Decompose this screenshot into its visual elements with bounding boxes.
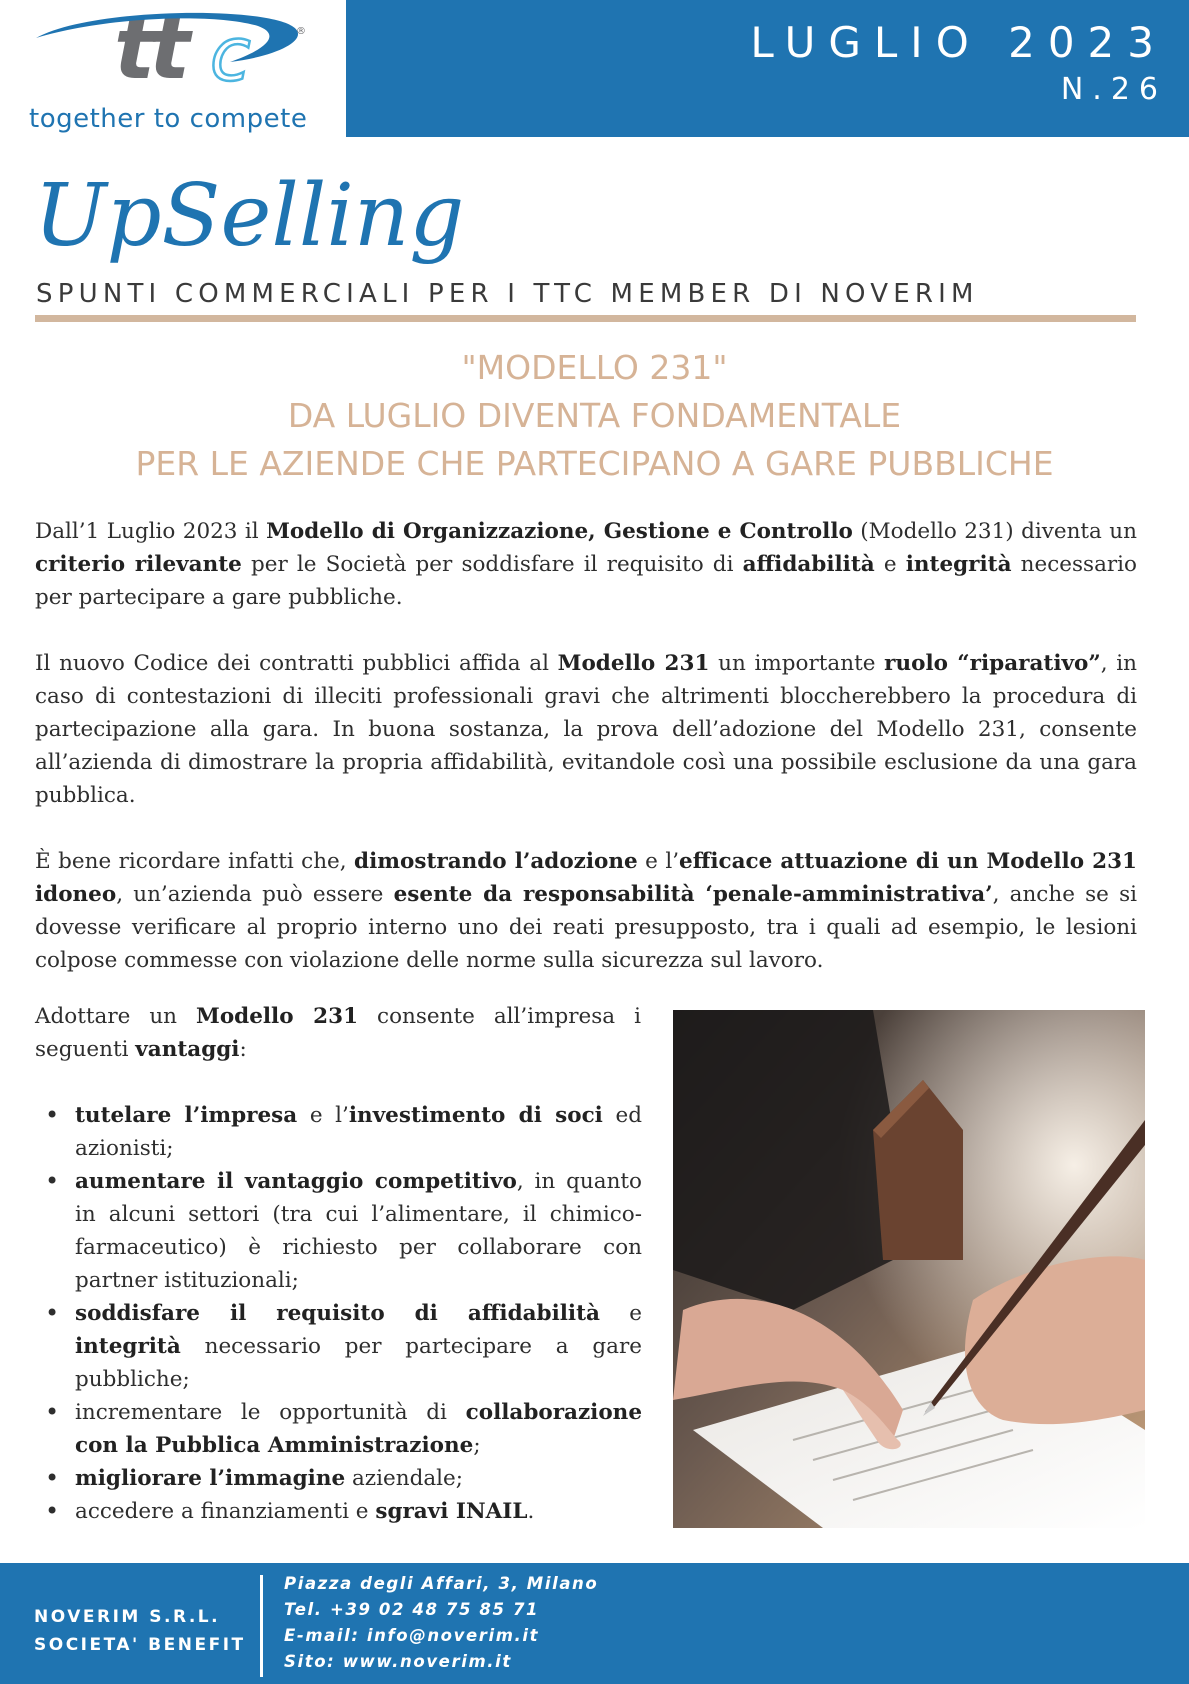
headline-line-2: DA LUGLIO DIVENTA FONDAMENTALE [287,396,902,435]
svg-text:c: c [210,12,251,98]
benefits-list [35,1099,642,1528]
text-span: e [599,1301,642,1326]
footer-bar [0,1563,1189,1684]
bold-span: Modello 231 [557,651,710,676]
headline-line-1: "MODELLO 231" [461,348,728,387]
bold-span: Modello 231 [196,1004,359,1029]
text-span: consente all’impresa i seguenti [35,1004,641,1062]
list-item [35,1495,642,1528]
text-span: ed azionisti; [75,1103,642,1161]
bold-span: criterio rilevante [35,552,242,577]
bold-span: migliorare l’immagine [75,1466,346,1491]
paragraph-4 [35,1000,641,1066]
text-span: : [239,1037,247,1062]
article-headline [0,344,1189,488]
ttc-logo-icon [30,4,330,104]
bold-span: esente da responsabilità ‘penale-amministrativa’ [393,882,993,907]
issue-month: LUGLIO 2023 [750,18,1167,67]
text-span: e l’ [637,849,680,874]
bold-span: integrità [75,1334,181,1359]
text-span: , un’azienda può essere [116,882,394,907]
svg-text:®: ® [296,26,306,37]
bold-span: affidabilità [742,552,875,577]
text-span: (Modello 231) diventa un [852,519,1137,544]
headline-line-3: PER LE AZIENDE CHE PARTECIPANO A GARE PUBBLICHE [135,444,1054,483]
text-span: accedere a finanziamenti e [75,1499,376,1524]
text-span: ; [473,1433,481,1458]
company-name: NOVERIM S.R.L. [34,1607,221,1627]
list-item [35,1396,642,1462]
text-span: per le Società per soddisfare il requisito di [241,552,743,577]
list-item [35,1462,642,1495]
bold-span: Modello di Organizzazione, Gestione e Controllo [266,519,853,544]
list-item [35,1165,642,1297]
footer-email[interactable]: E-mail: info@noverim.it [284,1626,540,1645]
bold-span: aumentare il vantaggio competitivo [75,1169,517,1194]
logo-tagline: together to compete [29,104,308,134]
text-span: , in quanto in alcuni settori (tra cui l’alimentare, il chimico-farmaceutico) è richiesto per collaborare con partner istituzionali; [75,1169,642,1293]
newsletter-title: UpSelling [34,166,465,266]
bold-span: tutelare l’impresa [75,1103,298,1128]
text-span: Il nuovo Codice dei contratti pubblici affida al [35,651,558,676]
footer-contacts [284,1571,598,1675]
signing-hand-icon [673,1010,1145,1528]
signing-document-photo [673,1010,1145,1528]
issue-number: N.26 [1060,72,1167,107]
footer-address: Piazza degli Affari, 3, Milano [284,1574,599,1593]
footer-website[interactable]: Sito: www.noverim.it [284,1652,512,1671]
text-span: , anche se si dovesse verificare al proprio interno uno dei reati presupposto, tra i quali ad esempio, le lesioni colpose commesse con violazione delle norme sulla sicurezza sul lavoro. [35,882,1137,973]
text-span: e l’ [297,1103,349,1128]
text-span: Dall’1 Luglio 2023 il [35,519,267,544]
text-span: e [874,552,906,577]
text-span: un importante [709,651,885,676]
bold-span: dimostrando l’adozione [354,849,638,874]
company-type: SOCIETA' BENEFIT [34,1635,246,1655]
text-span: necessario per partecipare a gare pubbliche. [35,552,1137,610]
text-span: aziendale; [345,1466,463,1491]
bold-span: soddisfare il requisito di affidabilità [75,1301,600,1326]
title-divider [35,315,1136,322]
bold-span: efficace attuazione di un Modello 231 idoneo [35,849,1138,907]
text-span: , in caso di contestazioni di illeciti professionali gravi che altrimenti bloccherebbero la procedura di partecipazione alla gara. In buona sostanza, la prova dell’adozione del Modello 231, consente all’azienda di dimostrare la propria affidabilità, evitandole così una possibile esclusione da una gara pubblica. [35,651,1137,808]
paragraph-1 [35,515,1137,614]
bold-span: sgravi INAIL [375,1499,528,1524]
text-span: . [527,1499,535,1524]
bold-span: investimento di soci [348,1103,603,1128]
paragraph-3 [35,845,1137,977]
text-span: necessario per partecipare a gare pubbliche; [75,1334,642,1392]
text-span: Adottare un [35,1004,197,1029]
footer-phone: Tel. +39 02 48 75 85 71 [284,1600,540,1619]
text-span: È bene ricordare infatti che, [35,849,355,874]
text-span: incrementare le opportunità di [75,1400,466,1425]
bold-span: vantaggi [135,1037,240,1062]
header-banner [346,0,1189,137]
list-item [35,1297,642,1396]
bold-span: collaborazione con la Pubblica Amministrazione [75,1400,642,1458]
list-item [35,1099,642,1165]
company-logo [0,0,346,137]
bold-span: integrità [905,552,1012,577]
svg-text:tt: tt [114,4,185,99]
footer-divider [260,1575,263,1677]
footer-company [34,1603,246,1659]
bold-span: ruolo “riparativo” [884,651,1101,676]
newsletter-subtitle: SPUNTI COMMERCIALI PER I TTC MEMBER DI NOVERIM [36,279,979,309]
paragraph-2 [35,647,1137,812]
